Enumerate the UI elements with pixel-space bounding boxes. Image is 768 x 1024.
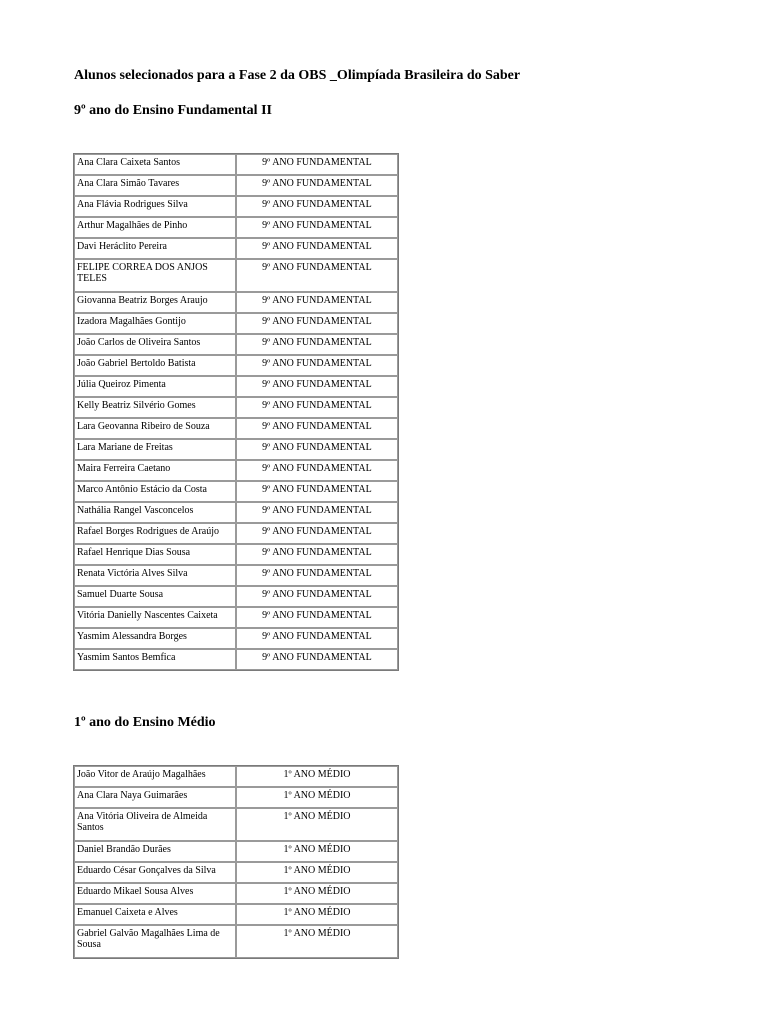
student-grade-cell: 9º ANO FUNDAMENTAL	[236, 334, 398, 355]
student-grade-cell: 1º ANO MÉDIO	[236, 862, 398, 883]
section-heading-1-medio: 1º ano do Ensino Médio	[74, 715, 216, 730]
student-name-cell: Renata Victória Alves Silva	[74, 565, 236, 586]
student-name-cell: Rafael Henrique Dias Sousa	[74, 544, 236, 565]
table-row	[74, 586, 398, 607]
student-name-cell: Ana Clara Caixeta Santos	[74, 154, 236, 175]
table-row	[74, 841, 398, 862]
table-row	[74, 418, 398, 439]
student-grade-cell: 1º ANO MÉDIO	[236, 841, 398, 862]
student-name-cell: Ana Vitória Oliveira de Almeida Santos	[74, 808, 236, 841]
student-grade-cell: 9º ANO FUNDAMENTAL	[236, 196, 398, 217]
student-grade-cell: 9º ANO FUNDAMENTAL	[236, 607, 398, 628]
table-row	[74, 460, 398, 481]
table-row	[74, 607, 398, 628]
student-name-cell: Giovanna Beatriz Borges Araujo	[74, 292, 236, 313]
student-name-cell: Ana Clara Naya Guimarães	[74, 787, 236, 808]
student-name-cell: Eduardo Mikael Sousa Alves	[74, 883, 236, 904]
student-name-cell: João Vitor de Araújo Magalhães	[74, 766, 236, 787]
table-row	[74, 502, 398, 523]
student-grade-cell: 9º ANO FUNDAMENTAL	[236, 418, 398, 439]
student-name-cell: Yasmim Santos Bemfica	[74, 649, 236, 670]
student-grade-cell: 9º ANO FUNDAMENTAL	[236, 439, 398, 460]
student-grade-cell: 1º ANO MÉDIO	[236, 883, 398, 904]
student-grade-cell: 9º ANO FUNDAMENTAL	[236, 154, 398, 175]
table-row	[74, 313, 398, 334]
student-grade-cell: 1º ANO MÉDIO	[236, 904, 398, 925]
table-row	[74, 565, 398, 586]
table-row	[74, 628, 398, 649]
student-name-cell: Emanuel Caixeta e Alves	[74, 904, 236, 925]
students-table-9-ano	[73, 153, 399, 671]
student-grade-cell: 9º ANO FUNDAMENTAL	[236, 523, 398, 544]
student-name-cell: Samuel Duarte Sousa	[74, 586, 236, 607]
student-name-cell: Arthur Magalhães de Pinho	[74, 217, 236, 238]
table-row	[74, 925, 398, 958]
table-row	[74, 217, 398, 238]
student-grade-cell: 1º ANO MÉDIO	[236, 808, 398, 841]
table-row	[74, 808, 398, 841]
table-row	[74, 523, 398, 544]
student-name-cell: Lara Geovanna Ribeiro de Souza	[74, 418, 236, 439]
table-row	[74, 766, 398, 787]
table-row	[74, 376, 398, 397]
student-name-cell: Lara Mariane de Freitas	[74, 439, 236, 460]
table-row	[74, 649, 398, 670]
table-row	[74, 292, 398, 313]
student-name-cell: Ana Clara Simão Tavares	[74, 175, 236, 196]
student-name-cell: Júlia Queiroz Pimenta	[74, 376, 236, 397]
student-name-cell: Vitória Danielly Nascentes Caixeta	[74, 607, 236, 628]
student-name-cell: Gabriel Galvão Magalhães Lima de Sousa	[74, 925, 236, 958]
table-row	[74, 196, 398, 217]
student-name-cell: Ana Flávia Rodrigues Silva	[74, 196, 236, 217]
student-grade-cell: 9º ANO FUNDAMENTAL	[236, 628, 398, 649]
student-name-cell: João Gabriel Bertoldo Batista	[74, 355, 236, 376]
student-name-cell: Daniel Brandão Durães	[74, 841, 236, 862]
table-row	[74, 481, 398, 502]
student-grade-cell: 9º ANO FUNDAMENTAL	[236, 481, 398, 502]
table-row	[74, 439, 398, 460]
student-grade-cell: 1º ANO MÉDIO	[236, 787, 398, 808]
student-name-cell: Kelly Beatriz Silvério Gomes	[74, 397, 236, 418]
table-row	[74, 238, 398, 259]
student-name-cell: Rafael Borges Rodrigues de Araújo	[74, 523, 236, 544]
student-name-cell: Eduardo César Gonçalves da Silva	[74, 862, 236, 883]
students-table-body	[74, 154, 398, 670]
student-grade-cell: 9º ANO FUNDAMENTAL	[236, 355, 398, 376]
table-row	[74, 862, 398, 883]
student-grade-cell: 9º ANO FUNDAMENTAL	[236, 586, 398, 607]
table-row	[74, 334, 398, 355]
student-name-cell: Davi Heráclito Pereira	[74, 238, 236, 259]
student-grade-cell: 9º ANO FUNDAMENTAL	[236, 175, 398, 196]
student-name-cell: Izadora Magalhães Gontijo	[74, 313, 236, 334]
student-name-cell: Maira Ferreira Caetano	[74, 460, 236, 481]
table-row	[74, 397, 398, 418]
table-row	[74, 175, 398, 196]
table-row	[74, 259, 398, 292]
student-grade-cell: 9º ANO FUNDAMENTAL	[236, 292, 398, 313]
student-grade-cell: 9º ANO FUNDAMENTAL	[236, 217, 398, 238]
student-grade-cell: 9º ANO FUNDAMENTAL	[236, 502, 398, 523]
student-grade-cell: 9º ANO FUNDAMENTAL	[236, 460, 398, 481]
document-title: Alunos selecionados para a Fase 2 da OBS _Olimpíada Brasileira do Saber	[74, 68, 521, 83]
table-row	[74, 883, 398, 904]
section-heading-9-ano: 9º ano do Ensino Fundamental II	[74, 103, 272, 118]
table-row	[74, 154, 398, 175]
table-row	[74, 355, 398, 376]
student-name-cell: Yasmim Alessandra Borges	[74, 628, 236, 649]
students-table-body	[74, 766, 398, 958]
student-grade-cell: 9º ANO FUNDAMENTAL	[236, 565, 398, 586]
student-grade-cell: 9º ANO FUNDAMENTAL	[236, 376, 398, 397]
student-grade-cell: 9º ANO FUNDAMENTAL	[236, 259, 398, 292]
student-grade-cell: 1º ANO MÉDIO	[236, 766, 398, 787]
student-grade-cell: 9º ANO FUNDAMENTAL	[236, 313, 398, 334]
student-grade-cell: 1º ANO MÉDIO	[236, 925, 398, 958]
student-grade-cell: 9º ANO FUNDAMENTAL	[236, 397, 398, 418]
student-name-cell: FELIPE CORREA DOS ANJOS TELES	[74, 259, 236, 292]
table-row	[74, 904, 398, 925]
student-grade-cell: 9º ANO FUNDAMENTAL	[236, 238, 398, 259]
student-name-cell: João Carlos de Oliveira Santos	[74, 334, 236, 355]
table-row	[74, 544, 398, 565]
student-grade-cell: 9º ANO FUNDAMENTAL	[236, 544, 398, 565]
student-grade-cell: 9º ANO FUNDAMENTAL	[236, 649, 398, 670]
student-name-cell: Marco Antônio Estácio da Costa	[74, 481, 236, 502]
students-table-1-medio	[73, 765, 399, 959]
student-name-cell: Nathália Rangel Vasconcelos	[74, 502, 236, 523]
table-row	[74, 787, 398, 808]
